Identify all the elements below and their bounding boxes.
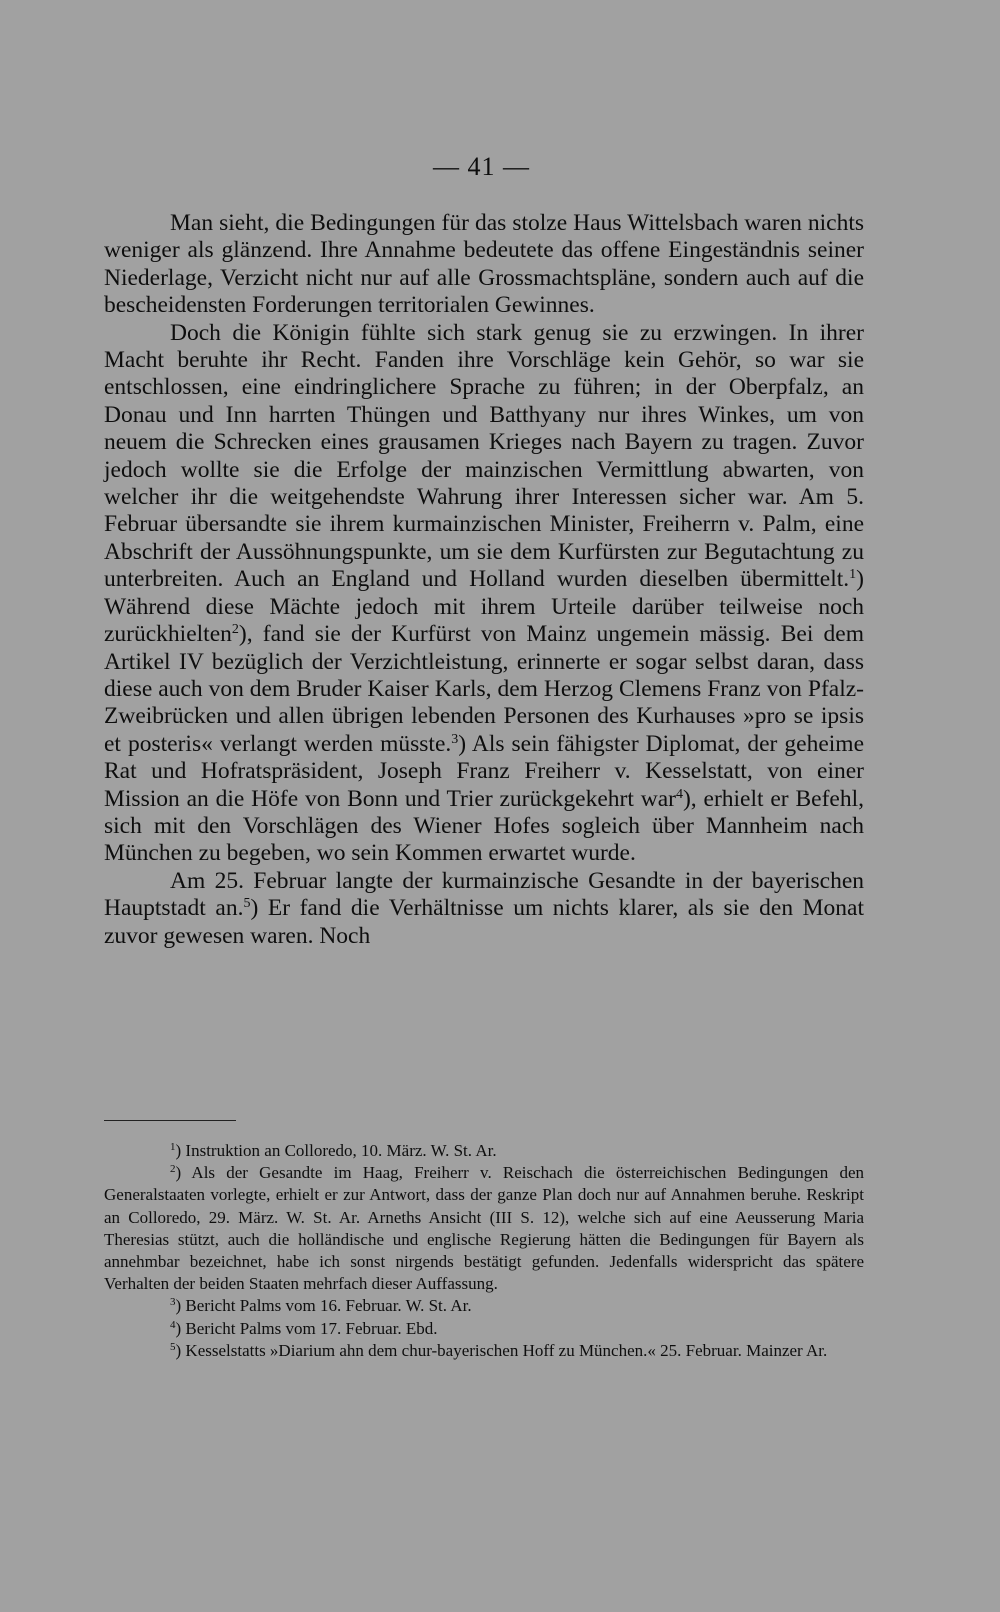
footnote-ref-2: 2 <box>231 622 239 638</box>
footnote-ref-5: 5 <box>243 896 251 912</box>
footnote-4-number: 4 <box>170 1318 176 1331</box>
footnote-ref-3: 3 <box>451 731 459 747</box>
paragraph-2-part-d: ) Als sein fähigster Diplomat, der geheime Rat und Hofratspräsident, Joseph Franz Freiherr v. Kesselstatt, von einer Mission an die Höfe von Bonn und Trier zurückgekehrt war <box>104 730 864 812</box>
footnote-2-number: 2 <box>170 1163 176 1176</box>
footnote-2 <box>104 1162 864 1295</box>
paragraph-3-part-a: Am 25. Februar langte der kurmainzische Gesandte in der bayerischen Hauptstadt an. <box>104 867 864 922</box>
footnote-3-number: 3 <box>170 1296 176 1309</box>
footnote-3 <box>104 1295 864 1317</box>
footnote-2-text: ) Als der Gesandte im Haag, Freiherr v. Reischach die österreichischen Bedingungen den Generalstaaten vorlegte, erhielt er zur Antwort, dass der ganze Plan doch nur auf Annahmen beruhe. Reskript an Colloredo, 29. März. W. St. Ar. Arneths Ansicht (III S. 12), welche sich auf eine Aeusserung Maria Theresias stützt, auch die holländische und englische Regierung hätten die Bedingungen für Bayern als annehmbar bezeichnet, habe ich sonst nirgends bestätigt gefunden. Jedenfalls widerspricht das spätere Verhalten der beiden Staaten mehrfach dieser Auffassung. <box>104 1163 864 1294</box>
paragraph-1: Man sieht, die Bedingungen für das stolze Haus Wittelsbach waren nichts weniger als glänzend. Ihre Annahme bedeutete das offene Eingeständnis seiner Niederlage, Verzicht nicht nur auf alle Grossmachtspläne, sondern auch auf die bescheidensten Forderungen territorialen Gewinnes. <box>104 210 864 319</box>
paragraph-2-part-c: ), fand sie der Kurfürst von Mainz ungemein mässig. Bei dem Artikel IV bezüglich der Verzichtleistung, erinnerte er sogar selbst daran, dass diese auch von dem Bruder Kaiser Karls, dem Herzog Clemens Franz von Pfalz-Zweibrücken und allen übrigen lebenden Personen des Kurhauses »pro se ipsis et posteris« verlangt werden müsste. <box>104 621 864 757</box>
footnote-4-text: ) Bericht Palms vom 17. Februar. Ebd. <box>175 1318 438 1338</box>
footnote-5-text: ) Kesselstatts »Diarium ahn dem chur-bayerischen Hoff zu München.« 25. Februar. Mainzer Ar. <box>175 1340 828 1360</box>
footnote-ref-4: 4 <box>675 786 683 802</box>
footnote-5 <box>104 1340 864 1362</box>
paragraph-3 <box>104 868 864 950</box>
footnote-1-text: ) Instruktion an Colloredo, 10. März. W. St. Ar. <box>175 1141 497 1160</box>
paragraph-2 <box>104 320 864 868</box>
footnote-4 <box>104 1318 864 1340</box>
footnote-1-number: 1 <box>170 1141 176 1153</box>
body-text <box>104 210 864 950</box>
paragraph-3-part-b: ) Er fand die Verhältnisse um nichts klarer, als sie den Monat zuvor gewesen waren. Noch <box>104 895 865 949</box>
page-number: — 41 — <box>433 152 530 181</box>
footnote-ref-1: 1 <box>849 567 857 583</box>
footnote-divider <box>104 1120 236 1121</box>
footnote-5-number: 5 <box>170 1340 176 1353</box>
paragraph-2-part-b: ) Während diese Mächte jedoch mit ihrem Urteile darüber teilweise noch zurückhielten <box>104 566 864 648</box>
footnote-1 <box>104 1140 864 1162</box>
paragraph-2-part-e: ), erhielt er Befehl, sich mit den Vorschlägen des Wiener Hofes sogleich über Mannheim nach München zu begeben, wo sein Kommen erwartet wurde. <box>104 785 864 867</box>
footnote-3-text: ) Bericht Palms vom 16. Februar. W. St. Ar. <box>175 1296 472 1316</box>
paragraph-2-part-a: Doch die Königin fühlte sich stark genug sie zu erzwingen. In ihrer Macht beruhte ihr Recht. Fanden ihre Vorschläge kein Gehör, so war sie entschlossen, eine eindringlichere Sprache zu führen; in der Oberpfalz, an Donau und Inn harrten Thüngen und Batthyany nur ihres Winkes, um von neuem die Schrecken eines grausamen Krieges nach Bayern zu tragen. Zuvor jedoch wollte sie die Erfolge der mainzischen Vermittlung abwarten, von welcher ihr die weitgehendste Wahrung ihrer Interessen sicher war. Am 5. Februar übersandte sie ihrem kurmainzischen Minister, Freiherrn v. Palm, eine Abschrift der Aussöhnungspunkte, um sie dem Kurfürsten zur Begutachtung zu unterbreiten. Auch an England und Holland wurden dieselben übermittelt. <box>104 319 864 593</box>
footnotes <box>104 1140 864 1362</box>
